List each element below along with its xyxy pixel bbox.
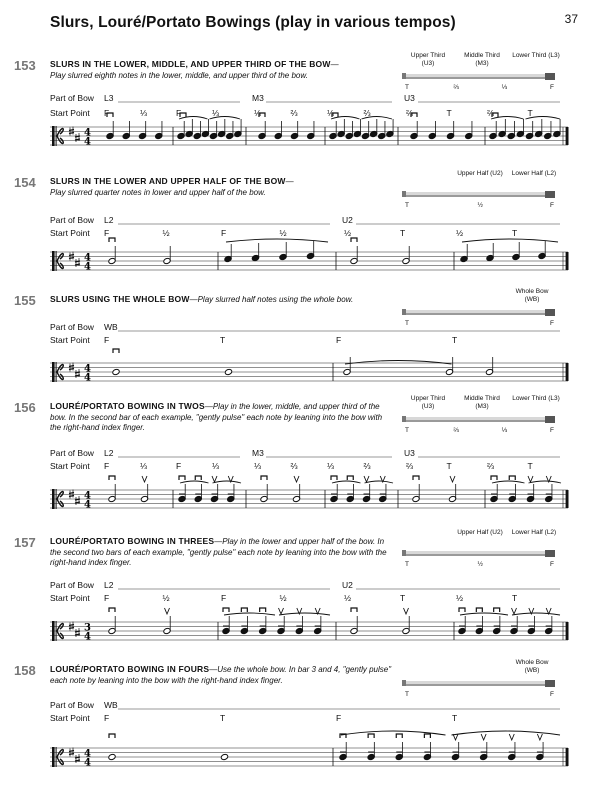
up-bow-icon bbox=[279, 608, 284, 614]
start-point-value: F bbox=[104, 461, 110, 471]
bow-position-label: ⅔ bbox=[453, 427, 459, 434]
down-bow-icon bbox=[331, 476, 337, 480]
bow-stick bbox=[405, 681, 555, 684]
down-bow-icon bbox=[347, 476, 353, 480]
start-point-value: F bbox=[336, 713, 342, 723]
alto-clef-icon bbox=[56, 126, 57, 146]
exercise-number: 157 bbox=[14, 535, 36, 550]
bow-position-label: T bbox=[405, 691, 409, 698]
down-bow-icon bbox=[180, 113, 186, 117]
bow-caption: Upper Half (U2) bbox=[457, 170, 503, 177]
start-point-value: ⅓ bbox=[212, 108, 220, 118]
bow-position-label: F bbox=[550, 84, 554, 91]
start-point-value: ⅓ bbox=[327, 461, 335, 471]
down-bow-icon bbox=[109, 238, 115, 242]
bow-caption: Upper Half (U2) bbox=[457, 529, 503, 536]
down-bow-icon bbox=[459, 608, 465, 612]
start-point-value: ½ bbox=[279, 593, 287, 603]
slur bbox=[362, 117, 393, 120]
start-point-value: ⅓ bbox=[140, 108, 148, 118]
bow-position-label: ⅓ bbox=[501, 427, 508, 434]
bow-position-label: T bbox=[405, 202, 409, 209]
exercise-title: SLURS USING THE WHOLE BOW bbox=[50, 294, 190, 304]
down-bow-icon bbox=[261, 476, 267, 480]
page-number: 37 bbox=[564, 12, 578, 26]
slur bbox=[529, 481, 562, 483]
alto-clef-icon bbox=[57, 623, 63, 631]
exercise-instruction: Play in the lower, middle, and upper third of the bow. In the second bar of each example, "gently pulse" each note by leaning into the bow with the right-hand index finger. bbox=[50, 402, 383, 432]
slur bbox=[452, 731, 561, 735]
bow-caption: Whole Bow (WB) bbox=[515, 659, 549, 674]
title-dash: — bbox=[214, 537, 223, 546]
start-point-value: T bbox=[527, 108, 533, 118]
title-dash: — bbox=[209, 665, 218, 674]
alto-clef-icon bbox=[56, 489, 57, 509]
start-point-value: ½ bbox=[279, 228, 287, 238]
final-barline bbox=[566, 127, 569, 145]
up-bow-icon bbox=[450, 476, 455, 482]
time-signature-bottom: 4 bbox=[84, 757, 91, 769]
title-dash: — bbox=[330, 60, 339, 69]
part-of-bow-value: M3 bbox=[252, 448, 264, 458]
bow-tip bbox=[402, 550, 406, 556]
bow-stick bbox=[405, 417, 555, 420]
time-signature-top: 4 bbox=[84, 490, 91, 502]
down-bow-icon bbox=[259, 113, 265, 117]
bow-stick bbox=[405, 74, 555, 77]
start-point-value: ½ bbox=[456, 593, 464, 603]
down-bow-icon bbox=[113, 349, 119, 353]
slur bbox=[462, 239, 558, 242]
up-bow-icon bbox=[212, 476, 217, 482]
bow-caption: Lower Half (L2) bbox=[511, 170, 557, 177]
slur bbox=[345, 361, 452, 365]
alto-clef-icon bbox=[57, 128, 63, 136]
bow-position-label: ½ bbox=[477, 561, 483, 568]
time-signature-top: 3 bbox=[84, 622, 91, 634]
time-signature-bottom: 4 bbox=[84, 261, 91, 273]
down-bow-icon bbox=[491, 476, 497, 480]
down-bow-icon bbox=[109, 476, 115, 480]
alto-clef-icon bbox=[57, 364, 63, 372]
exercise-title: SLURS IN THE LOWER AND UPPER HALF OF THE BOW bbox=[50, 176, 286, 186]
bow-tip bbox=[402, 416, 406, 422]
exercise-instruction: Play slurred half notes using the whole bow. bbox=[197, 295, 354, 304]
alto-clef-icon bbox=[52, 621, 55, 641]
final-barline bbox=[566, 622, 569, 640]
part-of-bow-label: Part of Bow bbox=[50, 448, 94, 458]
part-of-bow-label: Part of Bow bbox=[50, 322, 94, 332]
start-point-value: T bbox=[452, 713, 458, 723]
bow-position-label: ⅓ bbox=[501, 84, 508, 91]
bow-position-label: F bbox=[550, 320, 554, 327]
bow-position-label: T bbox=[405, 427, 409, 434]
start-point-value: ⅔ bbox=[406, 108, 414, 118]
start-point-value: ⅔ bbox=[487, 461, 495, 471]
bow-frog bbox=[545, 309, 555, 316]
alto-clef-icon bbox=[57, 491, 63, 499]
notehead bbox=[108, 753, 116, 760]
down-bow-icon bbox=[195, 476, 201, 480]
start-point-value: ⅓ bbox=[140, 461, 148, 471]
up-bow-icon bbox=[165, 608, 170, 614]
start-point-value: F bbox=[221, 593, 227, 603]
final-barline bbox=[566, 490, 569, 508]
slur bbox=[460, 613, 508, 615]
exercise-instruction: Play slurred quarter notes in lower and upper half of the bow. bbox=[50, 187, 266, 197]
alto-clef-icon bbox=[52, 747, 55, 767]
start-point-value: ⅓ bbox=[254, 108, 262, 118]
down-bow-icon bbox=[223, 608, 229, 612]
slur bbox=[180, 481, 209, 483]
bow-frog bbox=[545, 416, 555, 423]
start-point-value: T bbox=[446, 461, 452, 471]
part-of-bow-label: Part of Bow bbox=[50, 215, 94, 225]
part-of-bow-value: U3 bbox=[404, 448, 415, 458]
bow-hair bbox=[405, 420, 555, 422]
alto-clef-icon bbox=[57, 499, 63, 507]
bow-position-label: T bbox=[405, 84, 409, 91]
bow-stick bbox=[405, 551, 555, 554]
part-of-bow-label: Part of Bow bbox=[50, 700, 94, 710]
bow-caption: Lower Third (L3) bbox=[512, 395, 560, 402]
final-barline bbox=[566, 748, 569, 766]
down-bow-icon bbox=[107, 113, 113, 117]
part-of-bow-value: U2 bbox=[342, 580, 353, 590]
bow-hair bbox=[405, 77, 555, 79]
down-bow-icon bbox=[260, 608, 266, 612]
down-bow-icon bbox=[368, 734, 374, 738]
part-of-bow-value: L2 bbox=[104, 580, 114, 590]
start-point-value: ⅔ bbox=[487, 108, 495, 118]
bow-caption: Middle Third (M3) bbox=[464, 395, 500, 410]
exercise-title: LOURÉ/PORTATO BOWING IN FOURS bbox=[50, 664, 210, 674]
start-point-value: T bbox=[220, 713, 226, 723]
down-bow-icon bbox=[241, 608, 247, 612]
up-bow-icon bbox=[404, 608, 409, 614]
down-bow-icon bbox=[109, 734, 115, 738]
bow-frog bbox=[545, 191, 555, 198]
start-point-value: ⅔ bbox=[363, 461, 371, 471]
start-point-value: F bbox=[176, 108, 182, 118]
start-point-value: ⅓ bbox=[254, 461, 262, 471]
down-bow-icon bbox=[109, 608, 115, 612]
slur bbox=[279, 613, 330, 615]
title-dash: — bbox=[204, 402, 213, 411]
down-bow-icon bbox=[411, 113, 417, 117]
time-signature-bottom: 4 bbox=[84, 136, 91, 148]
bow-caption: Whole Bow (WB) bbox=[515, 288, 549, 303]
up-bow-icon bbox=[142, 476, 147, 482]
part-of-bow-value: L2 bbox=[104, 448, 114, 458]
notehead bbox=[112, 368, 120, 375]
slur bbox=[526, 117, 561, 120]
alto-clef-icon bbox=[56, 251, 57, 271]
exercise-title: LOURÉ/PORTATO BOWING IN TWOS bbox=[50, 401, 205, 411]
part-of-bow-value: U2 bbox=[342, 215, 353, 225]
start-point-value: ⅓ bbox=[212, 461, 220, 471]
start-point-value: ½ bbox=[162, 228, 170, 238]
down-bow-icon bbox=[332, 113, 338, 117]
alto-clef-icon bbox=[56, 621, 57, 641]
time-signature-bottom: 4 bbox=[84, 372, 91, 384]
start-point-value: F bbox=[176, 461, 182, 471]
start-point-value: ⅔ bbox=[290, 108, 298, 118]
alto-clef-icon bbox=[52, 251, 55, 271]
exercise-number: 154 bbox=[14, 175, 36, 190]
start-point-value: F bbox=[104, 228, 110, 238]
part-of-bow-label: Part of Bow bbox=[50, 93, 94, 103]
part-of-bow-label: Part of Bow bbox=[50, 580, 94, 590]
slur bbox=[331, 117, 360, 120]
time-signature-top: 4 bbox=[84, 363, 91, 375]
time-signature-bottom: 4 bbox=[84, 499, 91, 511]
part-of-bow-value: L2 bbox=[104, 215, 114, 225]
down-bow-icon bbox=[396, 734, 402, 738]
start-point-value: F bbox=[221, 228, 227, 238]
time-signature-top: 4 bbox=[84, 127, 91, 139]
bow-position-label: F bbox=[550, 561, 554, 568]
title-dash: — bbox=[285, 177, 294, 186]
bow-hair bbox=[405, 684, 555, 686]
notehead bbox=[220, 753, 228, 760]
start-point-value: ⅔ bbox=[290, 461, 298, 471]
final-barline bbox=[566, 252, 569, 270]
down-bow-icon bbox=[494, 608, 500, 612]
alto-clef-icon bbox=[57, 631, 63, 639]
exercise-title: SLURS IN THE LOWER, MIDDLE, AND UPPER THIRD OF THE BOW bbox=[50, 59, 331, 69]
bow-position-label: ½ bbox=[477, 202, 483, 209]
start-point-value: F bbox=[104, 335, 110, 345]
down-bow-icon bbox=[492, 113, 498, 117]
alto-clef-icon bbox=[56, 362, 57, 382]
part-of-bow-value: M3 bbox=[252, 93, 264, 103]
bow-position-label: F bbox=[550, 202, 554, 209]
start-point-label: Start Point bbox=[50, 593, 90, 603]
alto-clef-icon bbox=[57, 749, 63, 757]
alto-clef-icon bbox=[52, 489, 55, 509]
bow-position-label: ⅔ bbox=[453, 84, 459, 91]
bow-tip bbox=[402, 309, 406, 315]
part-of-bow-value: U3 bbox=[404, 93, 415, 103]
exercise-number: 156 bbox=[14, 400, 36, 415]
exercise-number: 153 bbox=[14, 58, 36, 73]
exercise-number: 158 bbox=[14, 663, 36, 678]
up-bow-icon bbox=[481, 734, 486, 740]
up-bow-icon bbox=[537, 734, 542, 740]
bow-caption: Upper Third (U3) bbox=[410, 395, 446, 410]
slur bbox=[226, 239, 328, 242]
down-bow-icon bbox=[351, 238, 357, 242]
bow-tip bbox=[402, 73, 406, 79]
alto-clef-icon bbox=[57, 372, 63, 380]
bow-position-label: T bbox=[405, 320, 409, 327]
bow-position-label: T bbox=[405, 561, 409, 568]
bow-caption: Lower Half (L2) bbox=[511, 529, 557, 536]
alto-clef-icon bbox=[56, 747, 57, 767]
start-point-value: T bbox=[452, 335, 458, 345]
start-point-value: T bbox=[446, 108, 452, 118]
bow-position-label: F bbox=[550, 691, 554, 698]
bow-caption: Lower Third (L3) bbox=[512, 52, 560, 59]
start-point-value: ⅔ bbox=[406, 461, 414, 471]
up-bow-icon bbox=[509, 734, 514, 740]
up-bow-icon bbox=[528, 476, 533, 482]
down-bow-icon bbox=[476, 608, 482, 612]
up-bow-icon bbox=[364, 476, 369, 482]
down-bow-icon bbox=[509, 476, 515, 480]
bow-stick bbox=[405, 192, 555, 195]
start-point-value: F bbox=[104, 713, 110, 723]
alto-clef-icon bbox=[57, 261, 63, 269]
start-point-value: T bbox=[512, 593, 518, 603]
start-point-value: T bbox=[512, 228, 518, 238]
notehead bbox=[224, 368, 232, 375]
start-point-label: Start Point bbox=[50, 108, 90, 118]
page-title: Slurs, Louré/Portato Bowings (play in various tempos) bbox=[50, 14, 456, 31]
start-point-value: F bbox=[336, 335, 342, 345]
alto-clef-icon bbox=[57, 253, 63, 261]
down-bow-icon bbox=[413, 476, 419, 480]
alto-clef-icon bbox=[52, 126, 55, 146]
slur bbox=[210, 117, 241, 120]
exercise-title: LOURÉ/PORTATO BOWING IN THREES bbox=[50, 536, 215, 546]
title-dash: — bbox=[189, 295, 198, 304]
bow-hair bbox=[405, 313, 555, 315]
start-point-value: ½ bbox=[162, 593, 170, 603]
slur bbox=[512, 613, 560, 615]
part-of-bow-value: L3 bbox=[104, 93, 114, 103]
start-point-label: Start Point bbox=[50, 713, 90, 723]
start-point-label: Start Point bbox=[50, 228, 90, 238]
bow-tip bbox=[402, 191, 406, 197]
time-signature-top: 4 bbox=[84, 748, 91, 760]
start-point-value: T bbox=[527, 461, 533, 471]
start-point-value: ½ bbox=[344, 228, 352, 238]
bow-hair bbox=[405, 554, 555, 556]
slur bbox=[224, 613, 275, 615]
alto-clef-icon bbox=[57, 757, 63, 765]
time-signature-bottom: 4 bbox=[84, 631, 91, 643]
slur bbox=[365, 481, 394, 483]
bow-tip bbox=[402, 680, 406, 686]
slur bbox=[491, 117, 524, 120]
start-point-value: T bbox=[400, 228, 406, 238]
down-bow-icon bbox=[351, 608, 357, 612]
up-bow-icon bbox=[294, 476, 299, 482]
bow-caption: Upper Third (U3) bbox=[410, 52, 446, 67]
alto-clef-icon bbox=[52, 362, 55, 382]
start-point-value: ½ bbox=[344, 593, 352, 603]
start-point-label: Start Point bbox=[50, 461, 90, 471]
down-bow-icon bbox=[424, 734, 430, 738]
part-of-bow-value: WB bbox=[104, 700, 118, 710]
up-bow-icon bbox=[512, 608, 517, 614]
start-point-value: T bbox=[220, 335, 226, 345]
start-point-value: T bbox=[400, 593, 406, 603]
slur bbox=[332, 481, 361, 483]
bow-hair bbox=[405, 195, 555, 197]
part-of-bow-value: WB bbox=[104, 322, 118, 332]
bow-frog bbox=[545, 550, 555, 557]
bow-caption: Middle Third (M3) bbox=[464, 52, 500, 67]
slur bbox=[492, 481, 525, 483]
start-point-value: F bbox=[104, 593, 110, 603]
slur bbox=[179, 117, 208, 120]
start-point-value: ½ bbox=[456, 228, 464, 238]
start-point-value: ⅔ bbox=[363, 108, 371, 118]
exercise-instruction: Play slurred eighth notes in the lower, middle, and upper third of the bow. bbox=[50, 70, 308, 80]
slur bbox=[213, 481, 242, 483]
start-point-value: F bbox=[104, 108, 110, 118]
final-barline bbox=[566, 363, 569, 381]
alto-clef-icon bbox=[57, 136, 63, 144]
start-point-label: Start Point bbox=[50, 335, 90, 345]
exercise-instruction: Play in the lower and upper half of the bow. In the second two bars of each example, "gently pulse" each note by leaning into the bow with the right-hand index finger. bbox=[50, 537, 387, 567]
exercise-instruction: Use the whole bow. In bar 3 and 4, "gently pulse" each note by leaning into the bow with the right-hand index finger. bbox=[50, 665, 392, 685]
down-bow-icon bbox=[179, 476, 185, 480]
bow-position-label: F bbox=[550, 427, 554, 434]
bow-stick bbox=[405, 310, 555, 313]
time-signature-top: 4 bbox=[84, 252, 91, 264]
exercise-number: 155 bbox=[14, 293, 36, 308]
start-point-value: ⅓ bbox=[327, 108, 335, 118]
bow-frog bbox=[545, 680, 555, 687]
bow-frog bbox=[545, 73, 555, 80]
